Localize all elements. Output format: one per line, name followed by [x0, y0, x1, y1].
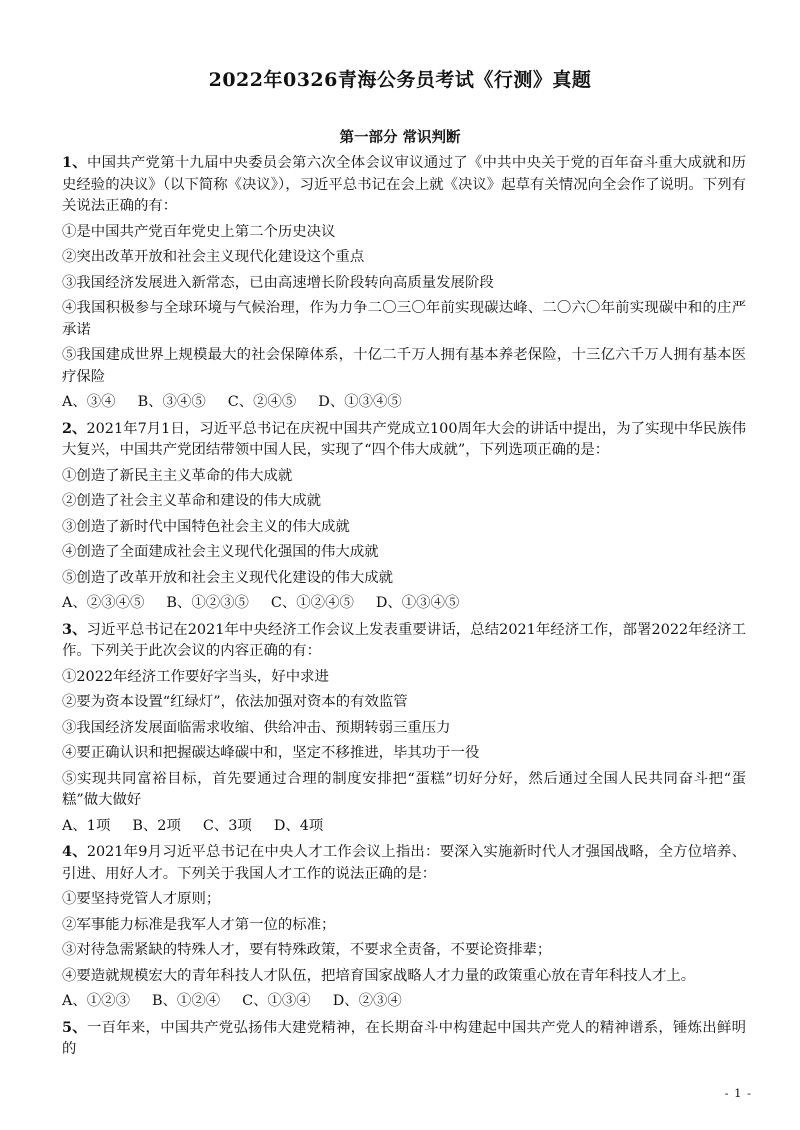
answer-option-d: D、4项 [273, 817, 324, 834]
question-4 [62, 841, 746, 1013]
question-1 [62, 152, 746, 414]
statement-item: ①是中国共产党百年党史上第二个历史决议 [62, 223, 336, 240]
question-stem [62, 619, 746, 663]
statement-item: ③我国经济发展进入新常态，已由高速增长阶段转向高质量发展阶段 [62, 274, 494, 291]
question-text: 习近平总书记在2021年中央经济工作会议上发表重要讲话，总结2021年经济工作，部署2022年经济工作。下列关于此次会议的内容正确的有： [62, 621, 747, 659]
answer-option-c: C、3项 [202, 817, 252, 834]
statement-item: ④要正确认识和把握碳达峰碳中和，坚定不移推进，毕其功于一役 [62, 745, 480, 761]
question-number: 4、 [62, 843, 87, 860]
statement-item: ①创造了新民主主义革命的伟大成就 [62, 467, 293, 484]
answer-options [62, 392, 746, 414]
answer-option-d: D、①③④⑤ [375, 595, 460, 611]
question-text: 中国共产党第十九届中央委员会第六次全体会议审议通过了《中共中央关于党的百年奋斗重大成就和历史经验的决议》（以下简称《决议》），习近平总书记在会上就《决议》起草有关情况向全会作了说明。下列有关说法正确的有： [62, 155, 746, 214]
question-5 [62, 1017, 746, 1061]
statement-item: ③我国经济发展面临需求收缩、供给冲击、预期转弱三重压力 [62, 719, 451, 736]
question-number: 2、 [62, 419, 87, 437]
answer-option-a: A、③④ [62, 394, 116, 410]
statement-item: ②突出改革开放和社会主义现代化建设这个重点 [62, 249, 365, 265]
page-number: - 1 - [724, 1086, 752, 1100]
statement-item: ②要为资本设置“红绿灯”，依法加强对资本的有效监管 [62, 694, 408, 710]
question-stem [62, 418, 746, 462]
answer-option-b: B、2项 [132, 817, 181, 834]
answer-option-a: A、②③④⑤ [62, 595, 145, 611]
answer-option-b: B、①②④ [151, 993, 221, 1009]
answer-option-c: C、①②④⑤ [270, 595, 354, 611]
answer-option-d: D、①③④⑤ [318, 394, 402, 410]
question-list [62, 152, 746, 1065]
question-2 [62, 418, 746, 615]
statement-item: ④创造了全面建成社会主义现代化强国的伟大成就 [62, 544, 379, 560]
statement-item: ④我国积极参与全球环境与气候治理，作为力争二〇三〇年前实现碳达峰、二〇六〇年前实现碳中和的庄严承诺 [62, 300, 746, 338]
statement-item: ④要造就规模宏大的青年科技人才队伍，把培育国家战略人才力量的政策重心放在青年科技人才上。 [62, 967, 696, 984]
question-text: 2021年7月1日，习近平总书记在庆祝中国共产党成立100周年大会的讲话中提出，为了实现中华民族伟大复兴，中国共产党团结带领中国人民，实现了“四个伟大成就”，下列选项正确的是： [62, 420, 747, 458]
answer-options [62, 816, 746, 838]
statement-item: ③对待急需紧缺的特殊人才，要有特殊政策，不要求全责备，不要论资排辈； [62, 942, 552, 958]
question-text: 一百年来，中国共产党弘扬伟大建党精神，在长期奋斗中构建起中国共产党人的精神谱系，锤炼出鲜明的 [62, 1019, 746, 1057]
page-title: 2022年0326青海公务员考试《行测》真题 [208, 69, 592, 91]
answer-option-c: C、②④⑤ [227, 394, 297, 410]
answer-options [62, 991, 746, 1013]
statement-item: ⑤创造了改革开放和社会主义现代化建设的伟大成就 [62, 569, 393, 586]
statement-item: ②军事能力标准是我军人才第一位的标准； [62, 916, 336, 933]
answer-option-a: A、①②③ [62, 993, 130, 1009]
statement-item: ①2022年经济工作要好字当头，好中求进 [62, 668, 329, 685]
answer-option-b: B、③④⑤ [137, 394, 206, 410]
question-3 [62, 619, 746, 838]
question-stem [62, 1017, 746, 1061]
statement-item: ①要坚持党管人才原则； [62, 891, 221, 907]
statement-item: ⑤我国建成世界上规模最大的社会保障体系，十亿二千万人拥有基本养老保险，十三亿六千万人拥有基本医疗保险 [62, 347, 746, 385]
answer-options [62, 593, 746, 615]
question-number: 1、 [62, 154, 87, 171]
answer-option-d: D、②③④ [332, 993, 402, 1009]
statement-item: ⑤实现共同富裕目标，首先要通过合理的制度安排把“蛋糕”切好分好，然后通过全国人民共同奋斗把“蛋糕”做大做好 [62, 770, 746, 808]
statement-item: ②创造了社会主义革命和建设的伟大成就 [62, 493, 322, 509]
question-number: 3、 [62, 620, 87, 638]
section-title: 第一部分 常识判断 [339, 129, 461, 146]
question-number: 5、 [62, 1018, 87, 1036]
answer-option-c: C、①③④ [242, 993, 311, 1009]
answer-option-a: A、1项 [62, 817, 111, 834]
question-text: 2021年9月习近平总书记在中央人才工作会议上指出：要深入实施新时代人才强国战略，全方位培养、引进、用好人才。下列关于我国人才工作的说法正确的是： [62, 844, 746, 882]
statement-item: ③创造了新时代中国特色社会主义的伟大成就 [62, 518, 350, 535]
question-stem [62, 152, 746, 218]
answer-option-b: B、①②③⑤ [166, 595, 249, 611]
question-stem [62, 841, 746, 885]
